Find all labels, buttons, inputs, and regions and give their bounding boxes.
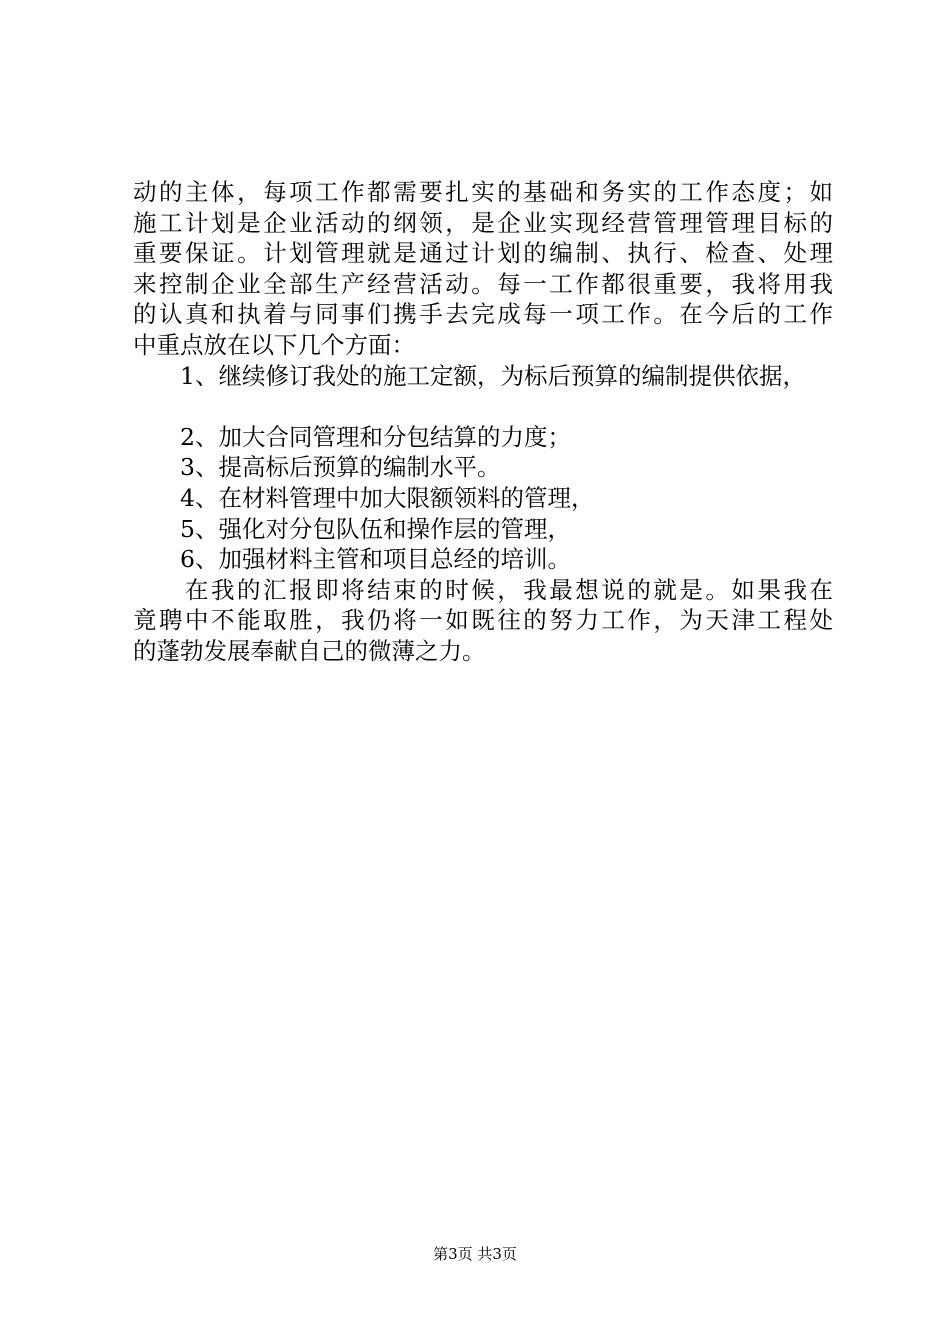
paragraph-line: 施工计划是企业活动的纲领，是企业实现经营管理管理目标的 (133, 208, 833, 237)
paragraph-line: 来控制企业全部生产经营活动。每一工作都很重要，我将用我 (133, 269, 833, 298)
paragraph-line: 的蓬勃发展奉献自己的微薄之力。 (133, 636, 486, 665)
blank-line (133, 391, 833, 422)
list-item: 4、在材料管理中加大限额领料的管理， (180, 483, 595, 512)
paragraph-line: 在我的汇报即将结束的时候，我最想说的就是。如果我在 (185, 575, 833, 604)
page-number-footer: 第3页 共3页 (433, 1245, 517, 1263)
list-item: 1、继续修订我处的施工定额，为标后预算的编制提供依据， (180, 361, 806, 390)
paragraph-line: 动的主体，每项工作都需要扎实的基础和务实的工作态度；如 (133, 178, 833, 206)
list-item: 5、强化对分包队伍和操作层的管理， (180, 514, 571, 543)
list-item: 3、提高标后预算的编制水平。 (180, 453, 501, 482)
list-item: 2、加大合同管理和分包结算的力度； (180, 422, 571, 451)
paragraph-line: 中重点放在以下几个方面： (133, 330, 415, 359)
paragraph-line: 重要保证。计划管理就是通过计划的编制、执行、检查、处理 (133, 239, 833, 268)
paragraph-line: 的认真和执着与同事们携手去完成每一项工作。在今后的工作 (133, 300, 833, 329)
paragraph-line: 竟聘中不能取胜，我仍将一如既往的努力工作，为天津工程处 (133, 606, 833, 635)
document-body (133, 177, 833, 667)
list-item: 6、加强材料主管和项目总经的培训。 (180, 545, 571, 574)
